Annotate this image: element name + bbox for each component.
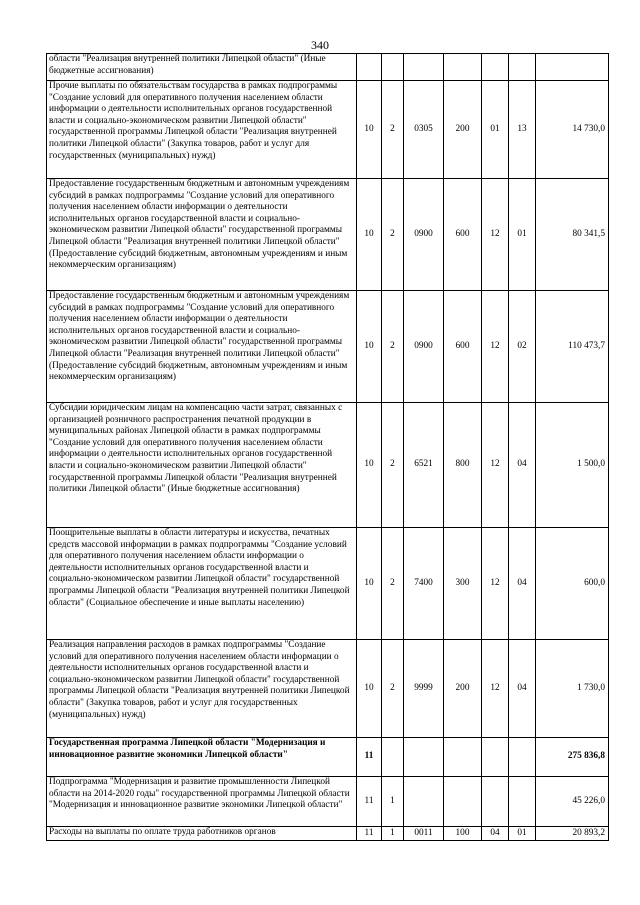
- cell-expense-type: [444, 777, 482, 827]
- table-row: [47, 827, 609, 841]
- cell-expense-type: [444, 738, 482, 777]
- cell-direction: 6521: [404, 403, 444, 528]
- cell-direction: 0900: [404, 179, 444, 291]
- table-row: [47, 528, 609, 640]
- cell-section: 12: [482, 403, 509, 528]
- cell-direction: 0900: [404, 291, 444, 403]
- cell-amount: 80 341,5: [536, 179, 609, 291]
- cell-subprogram: 2: [382, 528, 404, 640]
- cell-section: 12: [482, 528, 509, 640]
- cell-expense-type: 200: [444, 640, 482, 738]
- cell-program: 11: [357, 827, 382, 841]
- row-description: Субсидии юридическим лицам на компенсацию части затрат, связанных с организацией розничного распространения печатной продукции в муниципальных районах Липецкой области в рамках подпрограммы "Создание условий для оперативного получения населением области информации о деятельности исполнительных органов государственной власти и социально-экономическом развитии Липецкой области" государственной программы Липецкой области "Реализация внутренней политики Липецкой области" (Иные бюджетные ассигнования): [47, 403, 357, 528]
- cell-expense-type: 800: [444, 403, 482, 528]
- cell-program: 11: [357, 738, 382, 777]
- cell-expense-type: 600: [444, 179, 482, 291]
- table-row: [47, 179, 609, 291]
- cell-amount: 14 730,0: [536, 81, 609, 179]
- cell-expense-type: 200: [444, 81, 482, 179]
- cell-direction: 0011: [404, 827, 444, 841]
- cell-subprogram: 2: [382, 291, 404, 403]
- cell-subprogram: 2: [382, 81, 404, 179]
- page-number: 340: [311, 38, 329, 52]
- cell-subsection: 04: [509, 403, 536, 528]
- row-description: Расходы на выплаты по оплате труда работников органов: [47, 827, 357, 841]
- cell-expense-type: 600: [444, 291, 482, 403]
- cell-direction: [404, 777, 444, 827]
- cell-program: 10: [357, 528, 382, 640]
- cell-subsection: 13: [509, 81, 536, 179]
- row-description: Подпрограмма "Модернизация и развитие промышленности Липецкой области на 2014-2020 годы" государственной программы Липецкой области "Модернизация и инновационное развитие экономики Липецкой области": [47, 777, 357, 827]
- row-description: Государственная программа Липецкой области "Модернизация и инновационное развитие экономики Липецкой области": [47, 738, 357, 777]
- cell-subsection: 01: [509, 179, 536, 291]
- cell-amount: 20 893,2: [536, 827, 609, 841]
- cell-subsection: [509, 54, 536, 81]
- row-description: области "Реализация внутренней политики Липецкой области" (Иные бюджетные ассигнования): [47, 54, 357, 81]
- cell-section: [482, 777, 509, 827]
- cell-subprogram: 2: [382, 179, 404, 291]
- row-description: Предоставление государственным бюджетным и автономным учреждениям субсидий в рамках подпрограммы "Создание условий для оперативного получения населением области информации о деятельности исполнительных органов государственной власти и социально-экономическом развитии Липецкой области" государственной программы Липецкой области "Реализация внутренней политики Липецкой области" (Предоставление субсидий бюджетным, автономным учреждениям и иным некоммерческим организациям): [47, 291, 357, 403]
- cell-program: 10: [357, 403, 382, 528]
- cell-subprogram: 1: [382, 827, 404, 841]
- cell-subprogram: 2: [382, 640, 404, 738]
- cell-section: 01: [482, 81, 509, 179]
- cell-section: 12: [482, 640, 509, 738]
- cell-subsection: 04: [509, 640, 536, 738]
- cell-expense-type: 300: [444, 528, 482, 640]
- row-description: Предоставление государственным бюджетным и автономным учреждениям субсидий в рамках подпрограммы "Создание условий для оперативного получения населением области информации о деятельности исполнительных органов государственной власти и социально-экономическом развитии Липецкой области" государственной программы Липецкой области "Реализация внутренней политики Липецкой области" (Предоставление субсидий бюджетным, автономным учреждениям и иным некоммерческим организациям): [47, 179, 357, 291]
- cell-subsection: [509, 738, 536, 777]
- cell-direction: 7400: [404, 528, 444, 640]
- table-row-program-total: [47, 738, 609, 777]
- cell-direction: 9999: [404, 640, 444, 738]
- table-row: [47, 54, 609, 81]
- cell-program: 10: [357, 640, 382, 738]
- cell-section: 04: [482, 827, 509, 841]
- table-row: [47, 777, 609, 827]
- cell-amount: 1 730,0: [536, 640, 609, 738]
- cell-amount: 110 473,7: [536, 291, 609, 403]
- cell-amount: 600,0: [536, 528, 609, 640]
- table-row: [47, 403, 609, 528]
- table-row: [47, 640, 609, 738]
- cell-program: 11: [357, 777, 382, 827]
- cell-expense-type: [444, 54, 482, 81]
- cell-subprogram: 2: [382, 403, 404, 528]
- cell-program: 10: [357, 81, 382, 179]
- cell-subprogram: [382, 738, 404, 777]
- cell-section: 12: [482, 179, 509, 291]
- row-description: Прочие выплаты по обязательствам государства в рамках подпрограммы "Создание условий для оперативного получения населением области информации о деятельности исполнительных органов государственной власти и социально-экономическом развитии Липецкой области" государственной программы Липецкой области "Реализация внутренней политики Липецкой области" (Закупка товаров, работ и услуг для государственных (муниципальных) нужд): [47, 81, 357, 179]
- cell-program: 10: [357, 179, 382, 291]
- cell-subprogram: [382, 54, 404, 81]
- cell-amount: 1 500,0: [536, 403, 609, 528]
- cell-direction: [404, 738, 444, 777]
- cell-subsection: [509, 777, 536, 827]
- cell-subsection: 04: [509, 528, 536, 640]
- cell-direction: 0305: [404, 81, 444, 179]
- cell-section: [482, 738, 509, 777]
- table-row: [47, 291, 609, 403]
- cell-amount: 45 226,0: [536, 777, 609, 827]
- cell-amount: 275 836,8: [536, 738, 609, 777]
- row-description: Поощрительные выплаты в области литературы и искусства, печатных средств массовой информации в рамках подпрограммы "Создание условий для оперативного получения населением области информации о деятельности исполнительных органов государственной власти и социально-экономическом развитии Липецкой области" государственной программы Липецкой области "Реализация внутренней политики Липецкой области" (Социальное обеспечение и иные выплаты населению): [47, 528, 357, 640]
- cell-section: [482, 54, 509, 81]
- cell-section: 12: [482, 291, 509, 403]
- table-row: [47, 81, 609, 179]
- cell-direction: [404, 54, 444, 81]
- cell-program: [357, 54, 382, 81]
- cell-amount: [536, 54, 609, 81]
- cell-expense-type: 100: [444, 827, 482, 841]
- cell-subsection: 01: [509, 827, 536, 841]
- cell-subsection: 02: [509, 291, 536, 403]
- budget-table: [46, 53, 609, 841]
- cell-subprogram: 1: [382, 777, 404, 827]
- cell-program: 10: [357, 291, 382, 403]
- row-description: Реализация направления расходов в рамках подпрограммы "Создание условий для оперативного получения населением области информации о деятельности исполнительных органов государственной власти и социально-экономическом развитии Липецкой области" государственной программы Липецкой области "Реализация внутренней политики Липецкой области" (Закупка товаров, работ и услуг для государственных (муниципальных) нужд): [47, 640, 357, 738]
